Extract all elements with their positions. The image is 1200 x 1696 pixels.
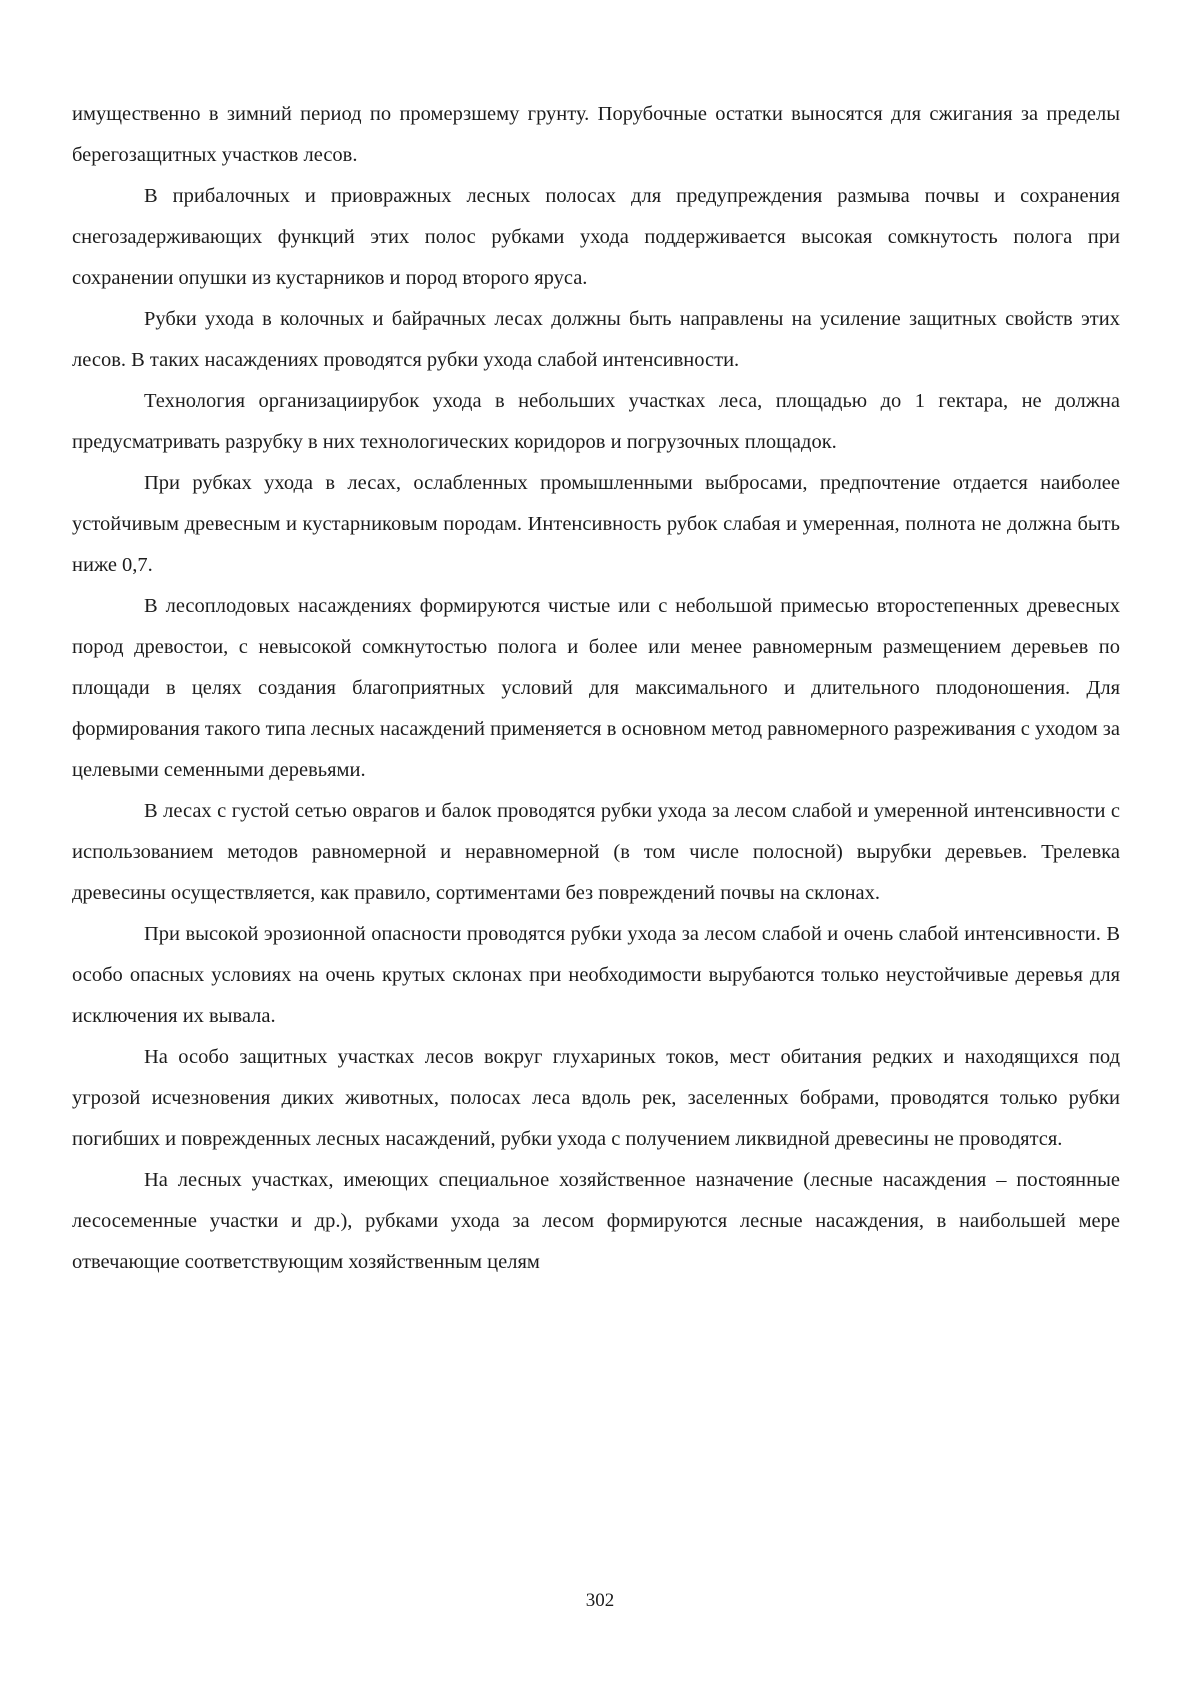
paragraph: При рубках ухода в лесах, ослабленных промышленными выбросами, предпочтение отдается наиболее устойчивым древесным и кустарниковым породам. Интенсивность рубок слабая и умеренная, полнота не должна быть ниже 0,7.	[72, 472, 1120, 576]
paragraph: В прибалочных и приовражных лесных полосах для предупреждения размыва почвы и сохранения снегозадерживающих функций этих полос рубками ухода поддерживается высокая сомкнутость полога при сохранении опушки из кустарников и пород второго яруса.	[72, 185, 1120, 289]
paragraph-continuation: имущественно в зимний период по промерзшему грунту. Порубочные остатки выносятся для сжигания за пределы берегозащитных участков лесов.	[72, 103, 1120, 166]
paragraph: Технология организациирубок ухода в небольших участках леса, площадью до 1 гектара, не должна предусматривать разрубку в них технологических коридоров и погрузочных площадок.	[72, 390, 1120, 453]
paragraph: На особо защитных участках лесов вокруг глухариных токов, мест обитания редких и находящихся под угрозой исчезновения диких животных, полосах леса вдоль рек, заселенных бобрами, проводятся только рубки погибших и поврежденных лесных насаждений, рубки ухода с получением ликвидной древесины не проводятся.	[72, 1046, 1120, 1150]
paragraph: В лесах с густой сетью оврагов и балок проводятся рубки ухода за лесом слабой и умеренной интенсивности с использованием методов равномерной и неравномерной (в том числе полосной) вырубки деревьев. Трелевка древесины осуществляется, как правило, сортиментами без повреждений почвы на склонах.	[72, 800, 1120, 904]
paragraph: На лесных участках, имеющих специальное хозяйственное назначение (лесные насаждения – постоянные лесосеменные участки и др.), рубками ухода за лесом формируются лесные насаждения, в наибольшей мере отвечающие соответствующим хозяйственным целям	[72, 1169, 1120, 1273]
text-body	[72, 94, 1120, 1283]
paragraph: В лесоплодовых насаждениях формируются чистые или с небольшой примесью второстепенных древесных пород древостои, с невысокой сомкнутостью полога и более или менее равномерным размещением деревьев по площади в целях создания благоприятных условий для максимального и длительного плодоношения. Для формирования такого типа лесных насаждений применяется в основном метод равномерного разреживания с уходом за целевыми семенными деревьями.	[72, 595, 1120, 781]
paragraph: Рубки ухода в колочных и байрачных лесах должны быть направлены на усиление защитных свойств этих лесов. В таких насаждениях проводятся рубки ухода слабой интенсивности.	[72, 308, 1120, 371]
page-number: 302	[585, 1590, 615, 1611]
paragraph: При высокой эрозионной опасности проводятся рубки ухода за лесом слабой и очень слабой интенсивности. В особо опасных условиях на очень крутых склонах при необходимости вырубаются только неустойчивые деревья для исключения их вывала.	[72, 923, 1120, 1027]
